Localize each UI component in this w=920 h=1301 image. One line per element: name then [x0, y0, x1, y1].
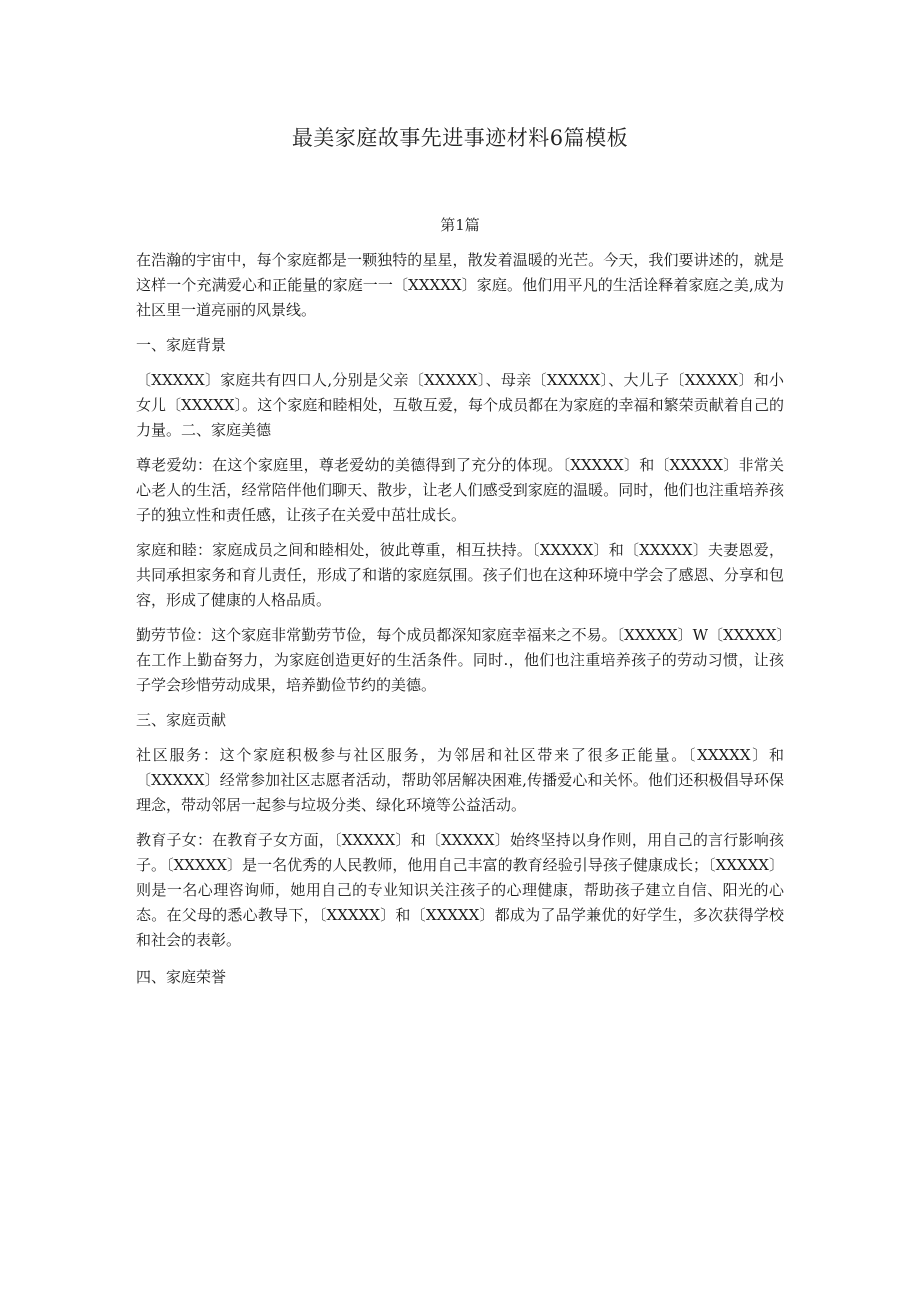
intro-paragraph: 在浩瀚的宇宙中，每个家庭都是一颗独特的星星，散发着温暖的光芒。今天，我们要讲述的，就是这样一个充满爱心和正能量的家庭一一〔XXXXX〕家庭。他们用平凡的生活诠释着家庭之美,成为社区里一道亮丽的风景线。 — [136, 251, 784, 319]
paragraph-family-harmony: 家庭和睦：家庭成员之间和睦相处，彼此尊重，相互扶持。〔XXXXX〕和〔XXXXX〕夫妻恩爱，共同承担家务和育儿责任，形成了和谐的家庭氛围。孩子们也在这种环境中学会了感恩、分享和包容，形成了健康的人格品质。 — [136, 541, 784, 609]
heading-family-honors: 四、家庭荣誉 — [136, 968, 227, 986]
paragraph-educating-children: 教育子女：在教育子女方面，〔XXXXX〕和〔XXXXX〕始终坚持以身作则，用自己的言行影响孩子。〔XXXXX〕是一名优秀的人民教师，他用自己丰富的教育经验引导孩子健康成长；〔XXXXX〕则是一名心理咨询师，她用自己的专业知识关注孩子的心理健康，帮助孩子建立自信、阳光的心态。在父母的悉心教导下，〔XXXXX〕和〔XXXXX〕都成为了品学兼优的好学生，多次获得学校和社会的表彰。 — [136, 831, 784, 949]
heading-family-background: 一、家庭背景 — [136, 336, 227, 354]
paragraph-respect-elders: 尊老爱幼：在这个家庭里，尊老爱幼的美德得到了充分的体现。〔XXXXX〕和〔XXXXX〕非常关心老人的生活，经常陪伴他们聊天、散步，让老人们感受到家庭的温暖。同时，他们也注重培养孩子的独立性和责任感，让孩子在关爱中茁壮成长。 — [136, 456, 784, 524]
heading-family-contribution: 三、家庭贡献 — [136, 711, 227, 729]
paragraph-community-service: 社区服务：这个家庭积极参与社区服务，为邻居和社区带来了很多正能量。〔XXXXX〕和〔XXXXX〕经常参加社区志愿者活动，帮助邻居解决困难,传播爱心和关怀。他们还积极倡导环保理念，带动邻居一起参与垃圾分类、绿化环境等公益活动。 — [136, 746, 784, 814]
paragraph-diligence-thrift: 勤劳节俭：这个家庭非常勤劳节俭，每个成员都深知家庭幸福来之不易。〔XXXXX〕W〔XXXXX〕在工作上勤奋努力，为家庭创造更好的生活条件。同时.，他们也注重培养孩子的劳动习惯，让孩子学会珍惜劳动成果，培养勤俭节约的美德。 — [136, 626, 784, 694]
paragraph-family-members: 〔XXXXX〕家庭共有四口人,分别是父亲〔XXXXX〕、母亲〔XXXXX〕、大儿子〔XXXXX〕和小女儿〔XXXXX〕。这个家庭和睦相处，互敬互爱，每个成员都在为家庭的幸福和繁荣贡献着自己的力量。二、家庭美德 — [136, 371, 784, 439]
document-title: 最美家庭故事先进事迹材料6篇模板 — [291, 126, 629, 150]
section-label: 第1篇 — [440, 216, 480, 234]
document-body — [136, 248, 784, 1000]
